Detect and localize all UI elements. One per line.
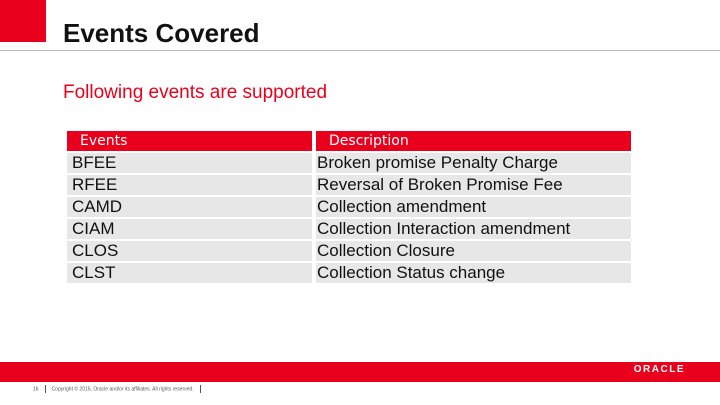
footer-brand-bar (0, 362, 720, 382)
event-code-cell: CIAM (67, 219, 312, 239)
event-description-cell: Collection Closure (312, 241, 631, 261)
column-header-description: Description (312, 131, 631, 151)
event-description-cell: Collection Interaction amendment (312, 219, 631, 239)
events-table (67, 129, 631, 285)
event-description-cell: Collection Status change (312, 263, 631, 283)
column-header-events: Events (67, 131, 312, 151)
footer-separator (45, 385, 46, 393)
event-code-cell: CLOS (67, 241, 312, 261)
footer-separator (200, 385, 201, 393)
event-code-cell: BFEE (67, 153, 312, 173)
table-row (67, 241, 631, 261)
page-title: Events Covered (63, 18, 260, 48)
event-code-cell: CAMD (67, 197, 312, 217)
event-code-cell: RFEE (67, 175, 312, 195)
table-row (67, 263, 631, 283)
title-divider (0, 50, 720, 51)
event-description-cell: Broken promise Penalty Charge (312, 153, 631, 173)
table-row (67, 153, 631, 173)
table-header-row (67, 131, 631, 151)
subtitle: Following events are supported (63, 82, 328, 103)
corner-accent-block (0, 0, 46, 42)
table-row (67, 197, 631, 217)
table-row (67, 175, 631, 195)
event-description-cell: Collection amendment (312, 197, 631, 217)
event-code-cell: CLST (67, 263, 312, 283)
oracle-logo: ORACLE (633, 364, 685, 375)
event-description-cell: Reversal of Broken Promise Fee (312, 175, 631, 195)
page-number: 16 (33, 386, 39, 393)
copyright-text: Copyright © 2015, Oracle and/or its affiliates. All rights reserved. (51, 386, 194, 393)
table-row (67, 219, 631, 239)
footer (33, 385, 207, 393)
